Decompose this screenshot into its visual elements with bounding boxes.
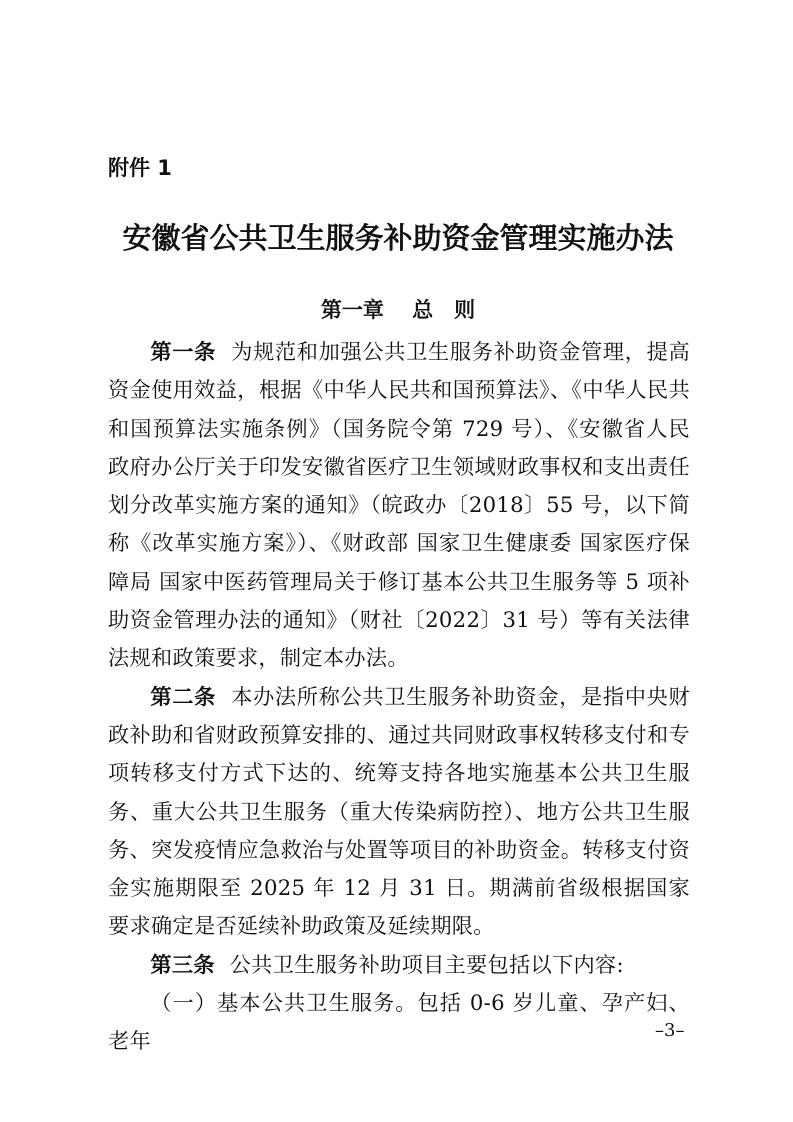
article-1-paragraph [108,333,690,678]
item-one-text: （一）基本公共卫生服务。包括 0-6 岁儿童、孕产妇、老年 [108,990,690,1054]
chapter-heading: 第一章 总 则 [320,298,476,322]
article-2-text: 本办法所称公共卫生服务补助资金，是指中央财政补助和省财政预算安排的、通过共同财政事权转移支付和专项转移支付方式下达的、统筹支持各地实施基本公共卫生服务、重大公共卫生服务（重大传染病防控）、地方公共卫生服务、突发疫情应急救治与处置等项目的补助资金。转移支付资金实施期限至 2025 年 12 月 31 日。期满前省级根据国家要求确定是否延续补助政策及延续期限。 [108,683,690,939]
document-title: 安徽省公共卫生服务补助资金管理实施办法 [122,221,674,255]
article-3-paragraph [108,946,690,984]
page-number: –3– [655,1020,685,1041]
item-one-paragraph [108,984,690,1061]
attachment-label: 附件 1 [108,156,172,180]
article-2-paragraph [108,678,690,946]
article-3-text: 公共卫生服务补助项目主要包括以下内容: [229,951,624,977]
article-1-text: 为规范和加强公共卫生服务补助资金管理，提高资金使用效益，根据《中华人民共和国预算法》、《中华人民共和国预算法实施条例》（国务院令第 729 号）、《安徽省人民政府办公厅关于印发安徽省医疗卫生领域财政事权和支出责任划分改革实施方案的通知》（皖政办〔2018〕55 号，以下简称《改革实施方案》）、《财政部 国家卫生健康委 国家医疗保障局 国家中医药管理局关于修订基本公共卫生服务等 5 项补助资金管理办法的通知》（财社〔2022〕31 号）等有关法律法规和政策要求，制定本办法。 [108,339,690,671]
article-2-label: 第二条 [150,683,216,709]
article-3-label: 第三条 [150,951,215,977]
article-1-label: 第一条 [150,339,216,364]
document-body [108,333,690,1061]
